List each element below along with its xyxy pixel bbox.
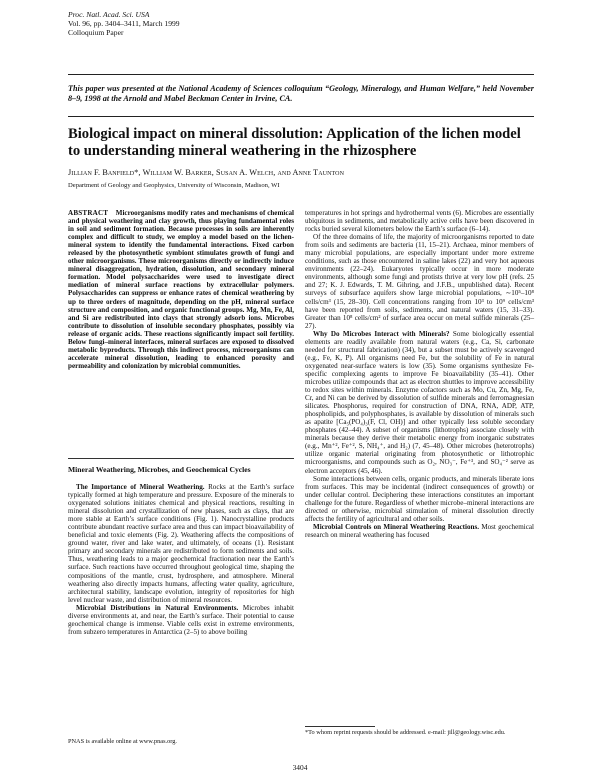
author-list: Jillian F. Banfield*, William W. Barker, Susan A. Welch, and Anne Taunton [68, 168, 345, 177]
paragraph-text: Some biologically essential elements are readily available from natural waters (e.g., Ca, Si, carbonate needed for structural fabrication) (34), but a subset must be actively scavenged (e.g., Fe, K, P). All organisms need Fe, but the solubility of Fe in natural oxygenated near-surface waters is low (35). Some organisms synthesize Fe-specific complexing agents to improve Fe bioavailability (35–41). Other microbes utilize compounds that act as electron shuttles to improve accessibility to redox sites within minerals. Enzyme cofactors such as Mo, Cu, Zn, Mg, Fe, Cr, and Ni can be derived by dissolution of sulfide minerals and ferromagnesian silicates. Phosphorus, required for construction of DNA, RNA, ADP, ATP, phospholipids, and polyphosphates, is available by dissolution of minerals such as apatite [Ca₅(PO₄)₃(F, Cl, OH)] and other typically less soluble secondary phosphates (42–44). A subset of organisms (lithotrophs) associate closely with minerals because they derive their metabolic energy from inorganic substrates (e.g., Mn⁺², Fe⁺², S, NH₄⁺, and H₂) (7, 45–48). Other microbes (heterotrophs) utilize organic material originating from photosynthetic or lithotrophic microorganisms, and compounds such as O₂, NO₃⁻, Fe⁺³, and SO₄⁻² serve as electron acceptors (45, 46). [305, 329, 534, 475]
journal-volume: Vol. 96, pp. 3404–3411, March 1999 [68, 19, 180, 28]
footnote-rule [305, 726, 375, 727]
header-rule [68, 74, 534, 75]
left-body [68, 483, 294, 636]
affiliation: Department of Geology and Geophysics, University of Wisconsin, Madison, WI [68, 182, 280, 189]
body-paragraph [305, 233, 534, 330]
footnote: *To whom reprint requests should be addressed. e-mail: jill@geology.wisc.edu. [305, 729, 506, 736]
paragraph-heading: Why Do Microbes Interact with Minerals? [313, 329, 450, 338]
paragraph-text: Some interactions between cells, organic products, and minerals liberate ions from surfaces. This may be incidental (indirect consequences of growth) or under cellular control. Deciphering these interactions constitutes an important challenge for the future. Regardless of whether microbe–mineral interactions are directed or otherwise, microbial stimulation of mineral dissolution directly affects the fertility of agricultural and other soils. [305, 474, 534, 523]
paragraph-heading: Microbial Controls on Mineral Weathering Reactions. [313, 522, 480, 531]
paragraph-text: Of the three domains of life, the majority of microorganisms reported to date from soils and sediments are bacteria (11, 15–21). Archaea, minor members of many microbial populations, are especially important under more extreme conditions, such as those encountered in saline lakes (22) and very hot aqueous environments (22–24). Eukaryotes typically occur in more moderate environments, although some fungi and protists thrive at very low pH (refs. 25 and 27; K. J. Edwards, T. M. Gihring, and J.F.B., unpublished data). Recent surveys of subsurface aquifers show large microbial populations, ∼10⁵–10⁸ cells/cm³ (15, 28–30). Cell concentrations ranging from 10³ to 10⁹ cells/cm³ have been reported from soils, sediments, and natural waters (15, 31–33). Greater than 10⁸ cells/cm² of surface area occur on metal sulfide minerals (25–27). [305, 233, 534, 330]
page-number: 3404 [292, 763, 308, 772]
paragraph-text: Most geochemical research on mineral weathering has focused [305, 522, 535, 539]
paragraph-text: temperatures in hot springs and hydrothermal vents (6). Microbes are essentially ubiquitous in sediments, and metabolically active cells have been discovered in rocks buried several kilometers below the Earth’s surface (6–14). [305, 209, 534, 234]
journal-paper-type: Colloquium Paper [68, 28, 124, 37]
paragraph-text: Microbes inhabit diverse environments at, and near, the Earth’s surface. Their potential to cause geochemical change is immense. Viable cells exist in extreme environments, from subzero temperatures in Antarctica (2–5) to above boiling [68, 603, 294, 636]
article-title: Biological impact on mineral dissolution: Application of the lichen model to understanding mineral weathering in the rhizosphere [68, 126, 521, 159]
section-heading: Mineral Weathering, Microbes, and Geochemical Cycles [68, 465, 251, 474]
body-paragraph [305, 523, 534, 539]
abstract-text: Microorganisms modify rates and mechanisms of chemical and physical weathering and clay growth, thus playing fundamental roles in soil and sediment formation. Because processes in soils are inherently complex and difficult to study, we employ a model based on the lichen-mineral system to identify the fundamental interactions. Fixed carbon released by the photosynthetic symbiont stimulates growth of fungi and other microorganisms. These microorganisms directly or indirectly induce mineral disaggregation, hydration, dissolution, and secondary mineral formation. Model polysaccharides were used to investigate direct mediation of mineral surface reactions by extracellular polymers. Polysaccharides can suppress or enhance rates of chemical weathering by up to three orders of magnitude, depending on the pH, mineral surface structure and composition, and organic functional groups. Mg, Mn, Fe, Al, and Si are redistributed into clays that strongly adsorb ions. Microbes contribute to dissolution of insoluble secondary phosphates, possibly via release of organic acids. These reactions significantly impact soil fertility. Below fungi–mineral interfaces, mineral surfaces are exposed to dissolved metabolic byproducts. Through this indirect process, microorganisms can accelerate mineral dissolution, leading to enhanced porosity and permeability and colonization by microbial communities. [68, 209, 294, 370]
paragraph-heading: Microbial Distributions in Natural Environments. [76, 603, 239, 612]
body-paragraph [305, 330, 534, 475]
body-paragraph [68, 604, 294, 636]
abstract [68, 209, 294, 370]
body-paragraph [305, 475, 534, 523]
journal-header [68, 10, 180, 37]
paragraph-text: Rocks at the Earth’s surface typically formed at high temperature and pressure. Exposure of the minerals to oxygenated solutions initiates chemical and physical reactions, resulting in mineral dissolution and crystallization of new phases, such as clays, that are more stable at Earth’s surface conditions (Fig. 1). Nanocrystalline products contribute abundant reactive surface area and thus can impact bioavailability of beneficial and toxic elements (Fig. 2). Weathering affects the compositions of ground water, river and lake water, and ultimately, of oceans (1). Resistant primary and secondary minerals are redistributed to form sediments and soils. Thus, weathering leads to a major geochemical fractionation near the Earth’s surface. Such reactions have occurred throughout geological time, shaping the compositions of the mantle, crust, hydrosphere, and atmosphere. Mineral weathering also directly impacts humans, affecting water quality, agriculture, architectural stability, landscape evolution, integrity of repositories for high level nuclear waste, and distribution of mineral resources. [68, 483, 295, 604]
journal-name: Proc. Natl. Acad. Sci. USA [68, 10, 150, 19]
colloquium-notice: This paper was presented at the National Academy of Sciences colloquium “Geology, Mineralogy, and Human Welfare,” held November 8–9, 1998 at the Arnold and Mabel Beckman Center in Irvine, CA. [68, 84, 534, 103]
paragraph-heading: The Importance of Mineral Weathering. [76, 483, 205, 491]
notice-rule [68, 116, 534, 117]
abstract-label: ABSTRACT [68, 209, 109, 217]
pnas-online-note: PNAS is available online at www.pnas.org. [68, 738, 177, 745]
right-body [305, 209, 534, 539]
body-paragraph [68, 483, 294, 604]
section-rule-top [68, 458, 294, 459]
body-paragraph [305, 209, 534, 233]
